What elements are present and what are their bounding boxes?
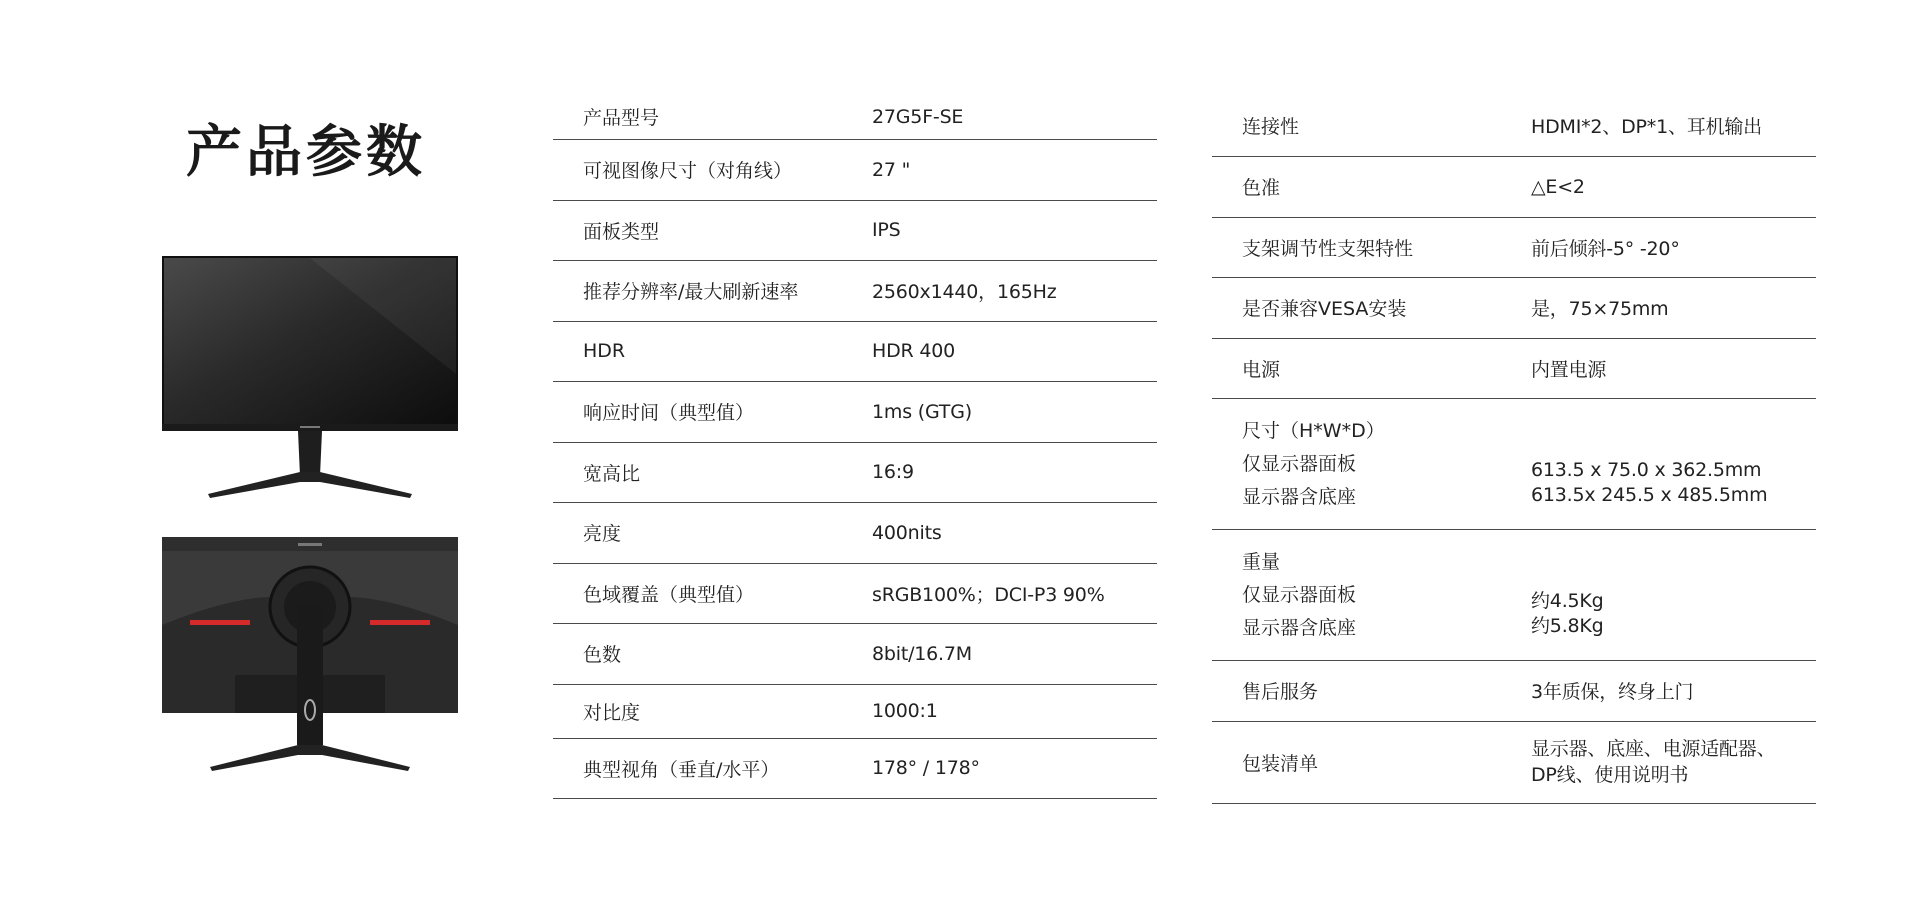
spec-row — [553, 739, 1157, 800]
spec-key: 产品型号 — [583, 107, 660, 129]
spec-key: 对比度 — [583, 701, 641, 724]
spec-table-left — [553, 94, 1157, 799]
spec-row — [1212, 661, 1816, 722]
spec-key: 色域覆盖（典型值） — [583, 583, 755, 606]
spec-row — [553, 94, 1157, 140]
spec-value: 16:9 — [872, 461, 914, 484]
spec-value: 27 " — [872, 158, 911, 181]
spec-value: △E<2 — [1531, 175, 1585, 198]
spec-value — [1531, 551, 1816, 639]
spec-value: 前后倾斜-5° -20° — [1531, 237, 1680, 260]
spec-key: 色准 — [1242, 177, 1281, 200]
spec-key: 支架调节性支架特性 — [1242, 237, 1414, 260]
spec-key: 面板类型 — [583, 220, 660, 243]
weight-sub-stand: 显示器含底座 — [1242, 617, 1357, 639]
spec-value: 是，75×75mm — [1531, 298, 1669, 321]
dimensions-sub-stand: 显示器含底座 — [1242, 486, 1357, 508]
spec-row — [1212, 94, 1816, 157]
spec-row — [553, 685, 1157, 739]
package-value-line2: DP线、使用说明书 — [1531, 764, 1689, 786]
spec-value — [1531, 420, 1816, 508]
weight-value-stand: 约5.8Kg — [1531, 615, 1604, 637]
spec-value: sRGB100%；DCI-P3 90% — [872, 583, 1105, 606]
spec-key: 响应时间（典型值） — [583, 402, 755, 425]
spec-key — [1212, 419, 1531, 509]
spec-row — [1212, 157, 1816, 218]
spec-value — [1531, 736, 1816, 788]
spec-key: 推荐分辨率/最大刷新速率 — [583, 281, 799, 304]
spec-row — [553, 201, 1157, 262]
spec-key: 亮度 — [583, 523, 622, 546]
spec-value: IPS — [872, 219, 901, 242]
dimensions-sub-panel: 仅显示器面板 — [1242, 453, 1357, 475]
spec-value: 178° / 178° — [872, 757, 980, 780]
spec-value: 1ms (GTG) — [872, 400, 972, 423]
spec-row — [553, 382, 1157, 443]
spec-key: 可视图像尺寸（对角线） — [583, 160, 793, 183]
spec-value: 27G5F-SE — [872, 105, 964, 128]
dimensions-value-panel: 613.5 x 75.0 x 362.5mm — [1531, 459, 1762, 481]
spec-row — [553, 443, 1157, 504]
spec-key: 连接性 — [1242, 115, 1300, 138]
spec-row — [553, 322, 1157, 383]
spec-key: HDR — [583, 340, 626, 363]
spec-row — [1212, 218, 1816, 279]
spec-row-package — [1212, 722, 1816, 804]
monitor-back-image — [160, 535, 460, 785]
spec-key: 典型视角（垂直/水平） — [583, 758, 780, 781]
spec-row — [553, 140, 1157, 201]
spec-value: 400nits — [872, 521, 942, 544]
spec-row-weight — [1212, 530, 1816, 661]
weight-sub-panel: 仅显示器面板 — [1242, 584, 1357, 606]
spec-row — [553, 624, 1157, 685]
monitor-front-image — [160, 254, 460, 504]
spec-value: 内置电源 — [1531, 358, 1607, 381]
spec-key: 售后服务 — [1242, 681, 1319, 704]
weight-value-panel: 约4.5Kg — [1531, 590, 1604, 612]
spec-row — [1212, 278, 1816, 339]
spec-key: 宽高比 — [583, 462, 641, 485]
page-title: 产品参数 — [186, 120, 426, 185]
spec-table-right — [1212, 94, 1816, 804]
spec-value: HDMI*2、DP*1、耳机输出 — [1531, 115, 1762, 138]
spec-value: 1000:1 — [872, 700, 938, 722]
spec-row-dimensions — [1212, 399, 1816, 530]
spec-value: 8bit/16.7M — [872, 642, 972, 665]
dimensions-value-stand: 613.5x 245.5 x 485.5mm — [1531, 484, 1768, 506]
spec-value: 2560x1440，165Hz — [872, 281, 1057, 304]
spec-row — [1212, 339, 1816, 400]
spec-key — [1212, 550, 1531, 640]
spec-key: 色数 — [583, 644, 622, 667]
spec-key: 包装清单 — [1242, 752, 1319, 775]
spec-key: 电源 — [1242, 358, 1281, 381]
weight-title: 重量 — [1242, 551, 1281, 573]
spec-row — [553, 503, 1157, 564]
dimensions-title: 尺寸（H*W*D） — [1242, 420, 1385, 442]
spec-key: 是否兼容VESA安装 — [1242, 298, 1407, 321]
package-value-line1: 显示器、底座、电源适配器、 — [1531, 738, 1776, 760]
spec-row — [553, 261, 1157, 322]
spec-row — [553, 564, 1157, 625]
spec-value: 3年质保，终身上门 — [1531, 681, 1694, 704]
spec-value: HDR 400 — [872, 340, 956, 363]
